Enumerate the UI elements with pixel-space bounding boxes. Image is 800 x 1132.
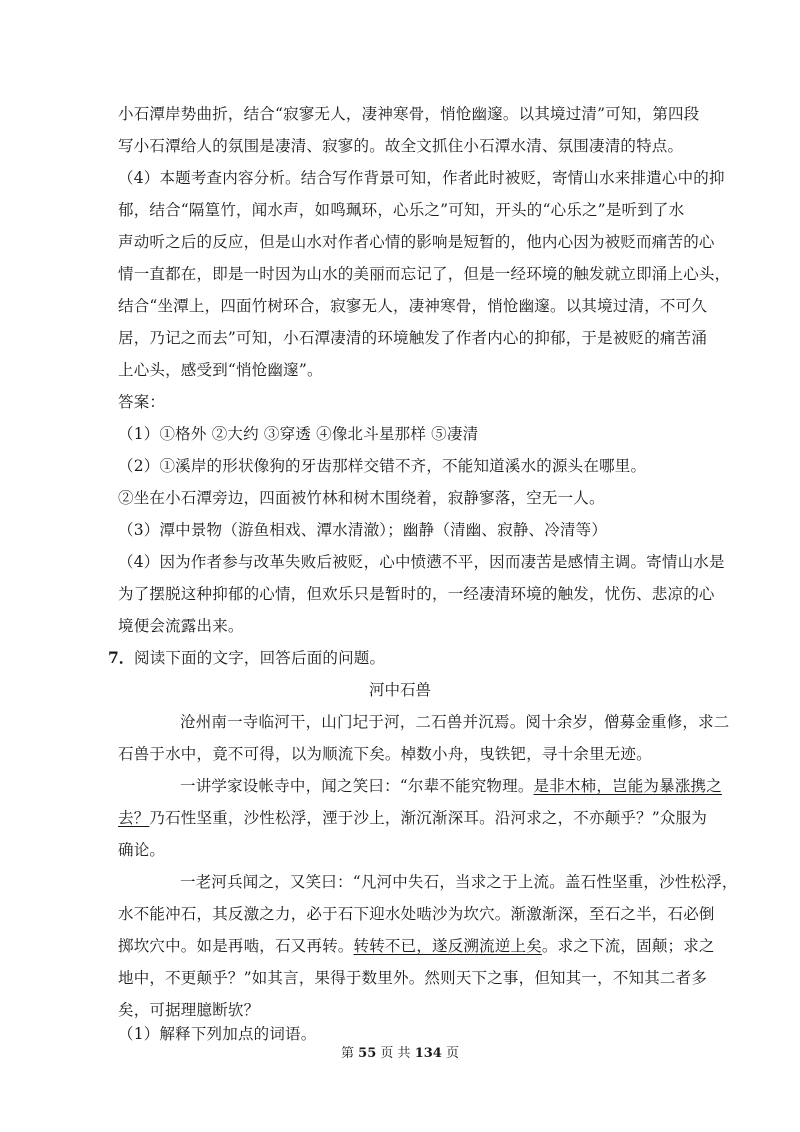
answer-line: 境便会流露出来。 — [118, 617, 244, 635]
passage-line: 一老河兵闻之，又笑曰：“凡河中失石，当求之于上流。盖石性坚重，沙性松浮， — [180, 873, 738, 891]
underlined-sentence: 去？ — [118, 809, 150, 827]
passage-line — [118, 936, 715, 956]
sub-question: （1）解释下列加点的词语。 — [118, 1025, 317, 1043]
passage-line — [118, 808, 707, 828]
answer-line: （1）①格外 ②大约 ③穿透 ④像北斗星那样 ⑤凄清 — [118, 425, 479, 443]
page-footer — [0, 1045, 800, 1063]
question-prompt: 阅读下面的文字，回答后面的问题。 — [134, 649, 386, 667]
passage-line: 确论。 — [118, 841, 166, 859]
passage-title: 河中石兽 — [368, 681, 431, 699]
underlined-sentence: 是非木柿，岂能为暴涨携之 — [533, 777, 722, 795]
answer-line: ②坐在小石潭旁边，四面被竹林和树木围绕着，寂静寥落，空无一人。 — [118, 489, 605, 507]
answer-line: （2）①溪岸的形状像狗的牙齿那样交错不齐，不能知道溪水的源头在哪里。 — [118, 457, 647, 475]
analysis-line: 情一直都在，即是一时因为山水的美丽而忘记了，但是一经环境的触发就立即涌上心头， — [118, 265, 731, 283]
analysis-line: （4）本题考查内容分析。结合写作背景可知，作者此时被贬，寄情山水来排遣心中的抑 — [118, 169, 725, 187]
passage-line: 沧州南一寺临河干，山门圮于河，二石兽并沉焉。阅十余岁，僧募金重修，求二 — [180, 713, 730, 731]
footer-text: 页 — [445, 1046, 459, 1061]
passage-line: 矣，可据理臆断欤？ — [118, 1001, 260, 1019]
passage-text: 。求之下流，固颠；求之 — [541, 937, 715, 955]
answer-line: （4）因为作者参与改革失败后被贬，心中愤懑不平，因而凄苦是感情主调。寄情山水是 — [118, 553, 725, 571]
analysis-line: 小石潭岸势曲折，结合“寂寥无人，凄神寒骨，悄怆幽邃。以其境过清”可知，第四段 — [118, 105, 700, 123]
answer-line: （3）潭中景物（游鱼相戏、潭水清澈）；幽静（清幽、寂静、冷清等） — [118, 521, 608, 539]
analysis-line: 郁，结合“隔篁竹，闻水声，如鸣珮环，心乐之”可知，开头的“心乐之”是听到了水 — [118, 201, 685, 219]
current-page-number: 55 — [358, 1046, 377, 1061]
answer-line: 为了摆脱这种抑郁的心情，但欢乐只是暂时的，一经凄清环境的触发，忧伤、悲凉的心 — [118, 585, 715, 603]
footer-text: 第 — [341, 1046, 355, 1061]
analysis-line: 居，乃记之而去”可知，小石潭凄清的环境触发了作者内心的抑郁，于是被贬的痛苦涌 — [118, 329, 708, 347]
total-pages-number: 134 — [414, 1046, 442, 1061]
footer-text: 页 共 — [380, 1046, 411, 1061]
passage-line: 石兽于水中，竟不可得，以为顺流下矣。棹数小舟，曳铁钯，寻十余里无迹。 — [118, 745, 652, 763]
passage-text: 乃石性坚重，沙性松浮，湮于沙上，渐沉渐深耳。沿河求之，不亦颠乎？”众服为 — [149, 809, 708, 827]
passage-text: 掷坎穴中。如是再啮，石又再转。 — [118, 937, 354, 955]
passage-line: 水不能冲石，其反激之力，必于石下迎水处啮沙为坎穴。渐激渐深，至石之半，石必倒 — [118, 905, 715, 923]
analysis-line: 结合“坐潭上，四面竹树环合，寂寥无人，凄神寒骨，悄怆幽邃。以其境过清，不可久 — [118, 297, 708, 315]
passage-text: 一讲学家设帐寺中，闻之笑曰：“尔辈不能究物理。 — [180, 777, 534, 795]
passage-line: 地中，不更颠乎？”如其言，果得于数里外。然则天下之事，但知其一，不知其二者多 — [118, 969, 708, 987]
analysis-line: 上心头，感受到“悄怆幽邃”。 — [118, 361, 323, 379]
analysis-line: 写小石潭给人的氛围是凄清、寂寥的。故全文抓住小石潭水清、氛围凄清的特点。 — [118, 137, 684, 155]
question-number: 7． — [108, 648, 135, 667]
answer-heading: 答案： — [118, 393, 166, 411]
passage-line — [180, 776, 722, 796]
underlined-sentence: 转转不已，遂反溯流逆上矣 — [353, 937, 542, 955]
analysis-line: 声动听之后的反应，但是山水对作者心情的影响是短暂的，他内心因为被贬而痛苦的心 — [118, 233, 715, 251]
